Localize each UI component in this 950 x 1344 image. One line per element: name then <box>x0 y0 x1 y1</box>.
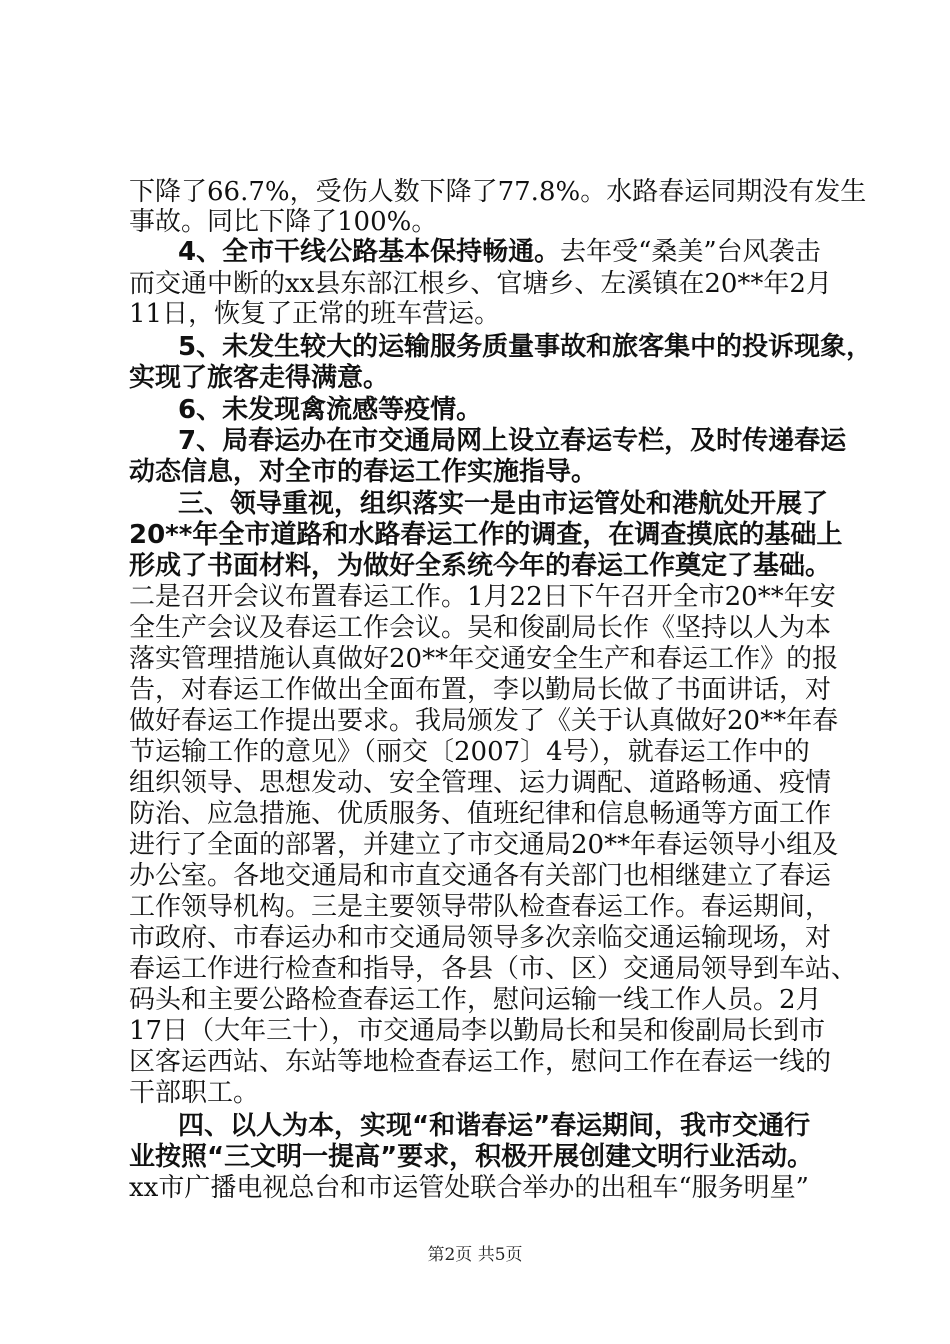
text-line: 17日（大年三十），市交通局李以勤局长和吴和俊副局长到市 <box>129 1016 826 1046</box>
text-line: 防治、应急措施、优质服务、值班纪律和信息畅通等方面工作 <box>129 799 832 829</box>
paragraph-heading: 7、局春运办在市交通局网上设立春运专栏，及时传递春运 <box>178 426 847 456</box>
paragraph-heading: 6、未发现禽流感等疫情。 <box>178 395 483 425</box>
text-line: 进行了全面的部署，并建立了市交通局20**年春运领导小组及 <box>129 830 839 860</box>
text-line: 工作领导机构。三是主要领导带队检查春运工作。春运期间， <box>129 892 832 922</box>
text-line: 事故。同比下降了100%。 <box>129 207 438 237</box>
text-line: 而交通中断的xx县东部江根乡、官塘乡、左溪镇在20**年2月 <box>129 269 832 299</box>
section-heading: 20**年全市道路和水路春运工作的调查，在调查摸底的基础上 <box>129 520 843 550</box>
paragraph-heading: 实现了旅客走得满意。 <box>129 363 390 393</box>
text-line: 节运输工作的意见》（丽交〔2007〕4号），就春运工作中的 <box>129 737 810 767</box>
text-line: 二是召开会议布置春运工作。1月22日下午召开全市20**年安 <box>129 582 836 612</box>
paragraph-heading: 4、全市干线公路基本保持畅通。 <box>178 237 561 267</box>
text-line: 11日，恢复了正常的班车营运。 <box>129 299 501 329</box>
section-heading: 业按照“三文明一提高”要求，积极开展创建文明行业活动。 <box>129 1142 814 1172</box>
paragraph-heading: 5、未发生较大的运输服务质量事故和旅客集中的投诉现象， <box>178 332 873 362</box>
text-line: xx市广播电视总台和市运管处联合举办的出租车“服务明星” <box>129 1173 809 1203</box>
section-heading: 四、以人为本，实现“和谐春运”春运期间，我市交通行 <box>178 1111 811 1141</box>
text-line: 下降了66.7%，受伤人数下降了77.8%。水路春运同期没有发生 <box>129 177 867 207</box>
text-line: 区客运西站、东站等地检查春运工作，慰问工作在春运一线的 <box>129 1047 832 1077</box>
text-line: 落实管理措施认真做好20**年交通安全生产和春运工作》的报 <box>129 644 839 674</box>
text-line: 全生产会议及春运工作会议。吴和俊副局长作《坚持以人为本 <box>129 613 832 643</box>
section-heading: 形成了书面材料，为做好全系统今年的春运工作奠定了基础。 <box>129 551 832 581</box>
text-line: 组织领导、思想发动、安全管理、运力调配、道路畅通、疫情 <box>129 768 832 798</box>
section-heading: 三、领导重视，组织落实一是由市运管处和港航处开展了 <box>178 489 829 519</box>
text-line: 做好春运工作提出要求。我局颁发了《关于认真做好20**年春 <box>129 706 839 736</box>
text-line: 码头和主要公路检查春运工作，慰问运输一线工作人员。2月 <box>129 985 822 1015</box>
text-line: 办公室。各地交通局和市直交通各有关部门也相继建立了春运 <box>129 861 832 891</box>
paragraph-heading: 动态信息，对全市的春运工作实施指导。 <box>129 457 598 487</box>
text-line: 干部职工。 <box>129 1078 260 1108</box>
text-line: 市政府、市春运办和市交通局领导多次亲临交通运输现场，对 <box>129 923 832 953</box>
text-line: 告，对春运工作做出全面布置，李以勤局长做了书面讲话，对 <box>129 675 832 705</box>
page-number-footer: 第2页 共5页 <box>427 1245 523 1265</box>
text-run: 去年受“桑美”台风袭击 <box>560 237 821 267</box>
text-line: 春运工作进行检查和指导，各县（市、区）交通局领导到车站、 <box>129 954 858 984</box>
paragraph-4 <box>178 236 838 268</box>
